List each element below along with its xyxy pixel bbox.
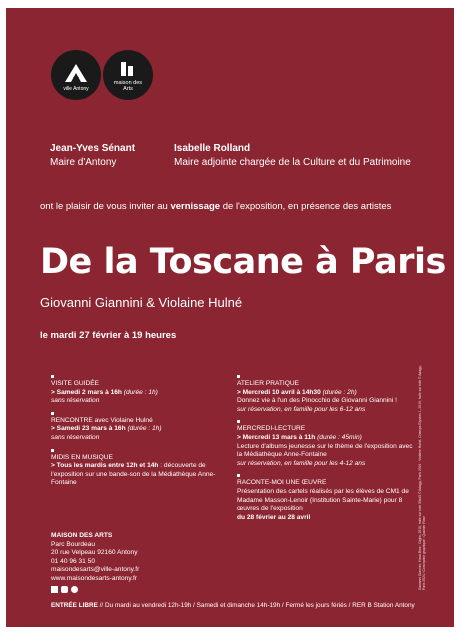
footer-hours: // Du mardi au vendredi 12h-19h / Samedi et dimanche 14h-19h / Fermé les jours fériés / RER B Station Antony (97, 602, 415, 609)
invite-bold: vernissage (170, 201, 221, 212)
artists-subtitle: Giovanni Giannini & Violaine Hulné (40, 295, 243, 310)
event-note: sans réservation (51, 433, 100, 441)
events-right-column (237, 375, 415, 528)
host-role-1: Maire d'Antony (50, 157, 117, 168)
events-left-column (51, 375, 226, 494)
bullet-icon (237, 420, 240, 423)
website-icon[interactable] (71, 586, 78, 593)
event-duration: (durée : 45min) (317, 433, 362, 441)
event-description: Présentation des cartels réalisés par les élèves de CM1 de Madame Masson-Lenoir (Institution Sainte-Marie) pour 8 œuvres de l'exposition (237, 487, 409, 513)
event-item (237, 420, 415, 468)
antony-logo-label: ville Antony (63, 86, 89, 92)
event-heading: ATELIER PRATIQUE (237, 380, 300, 387)
event-duration: (durée : 2h) (322, 388, 357, 396)
bullet-icon (51, 375, 54, 378)
event-duration: (durée : 1h) (123, 388, 158, 396)
contact-address: 20 rue Velpeau 92160 Antony (51, 549, 138, 557)
event-description: Lecture d'albums jeunesse sur le thème de l'exposition avec la Médiathèque Anne-Fontaine (237, 442, 413, 459)
event-time: > Samedi 23 mars à 16h (51, 425, 126, 433)
instagram-icon[interactable] (61, 586, 68, 593)
event-dates: du 28 février au 28 avril (237, 513, 311, 521)
invite-after: de l'exposition, en présence des artistes (220, 201, 392, 212)
bullet-icon (237, 375, 240, 378)
event-item (51, 375, 226, 406)
antony-a-icon (65, 64, 87, 82)
contact-website[interactable]: www.maisondesarts-antony.fr (51, 574, 137, 582)
vernissage-date: le mardi 27 février à 19 heures (40, 330, 177, 341)
event-time: > Mercredi 10 avril à 14h30 (237, 388, 321, 396)
event-item (237, 474, 415, 522)
credits-text: Giovanni Giannini, Vieux Bois · Giglio, 2018, huile sur toile 50x40 © Adagp, Paris 2024 · Violaine Hulné, Champs Elysées 1, 2019, huile sur toile © Adagp, Paris 2024 / Conception graphique : Quartier Rose (418, 365, 426, 590)
event-heading: RENCONTRE avec Violaine Hulné (51, 416, 153, 424)
contact-block (51, 532, 139, 593)
event-note: sur réservation, en famille pour les 4-12 ans (237, 459, 366, 467)
contact-place: Parc Bourdeau (51, 540, 95, 548)
event-heading: MERCREDI-LECTURE (237, 425, 306, 433)
event-heading: MIDIS EN MUSIQUE (51, 453, 113, 461)
event-item (51, 412, 226, 443)
footer-entry-label: ENTRÉE LIBRE (51, 602, 98, 609)
event-description: Donnez vie à l'un des Pinocchio de Giovanni Giannini ! (237, 397, 397, 405)
bullet-icon (51, 449, 54, 452)
credits-vertical (418, 360, 448, 590)
invitation-card (6, 8, 454, 627)
maison-logo-label: maison des Arts (113, 80, 143, 92)
exhibition-title: De la Toscane à Paris (40, 242, 446, 282)
social-icons (51, 586, 139, 593)
event-time: > Samedi 2 mars à 16h (51, 388, 122, 396)
contact-phone[interactable]: 01 40 96 31 50 (51, 557, 95, 565)
event-note: sans réservation (51, 397, 100, 405)
event-note: sur réservation, en famille pour les 6-12 ans (237, 405, 366, 413)
invite-before: ont le plaisir de vous inviter au (40, 201, 171, 212)
bullet-icon (51, 412, 54, 415)
host-name-1: Jean-Yves Sénant (50, 143, 136, 154)
event-time: > Tous les mardis entre 12h et 14h (51, 462, 159, 470)
event-heading: VISITE GUIDÉE (51, 380, 99, 387)
host-name-2: Isabelle Rolland (174, 143, 251, 154)
event-heading: RACONTE-MOI UNE ŒUVRE (237, 479, 327, 487)
maison-des-arts-logo (103, 50, 153, 100)
facebook-icon[interactable] (51, 586, 58, 593)
host-role-2: Maire adjointe chargée de la Culture et du Patrimoine (174, 157, 411, 168)
event-duration: (durée : 1h) (127, 425, 162, 433)
maison-mark-icon (121, 62, 135, 76)
bullet-icon (237, 474, 240, 477)
invitation-text (40, 201, 391, 212)
footer-info (51, 602, 415, 609)
event-item (51, 449, 226, 488)
contact-title: MAISON DES ARTS (51, 532, 113, 539)
event-item (237, 375, 415, 414)
contact-email[interactable]: maisondesarts@ville-antony.fr (51, 566, 140, 574)
event-description: : découverte de l'exposition sur une bande-son de la Médiathèque Anne-Fontaine (51, 462, 216, 487)
event-time: > Mercredi 13 mars à 11h (237, 433, 316, 441)
antony-logo (51, 50, 101, 100)
